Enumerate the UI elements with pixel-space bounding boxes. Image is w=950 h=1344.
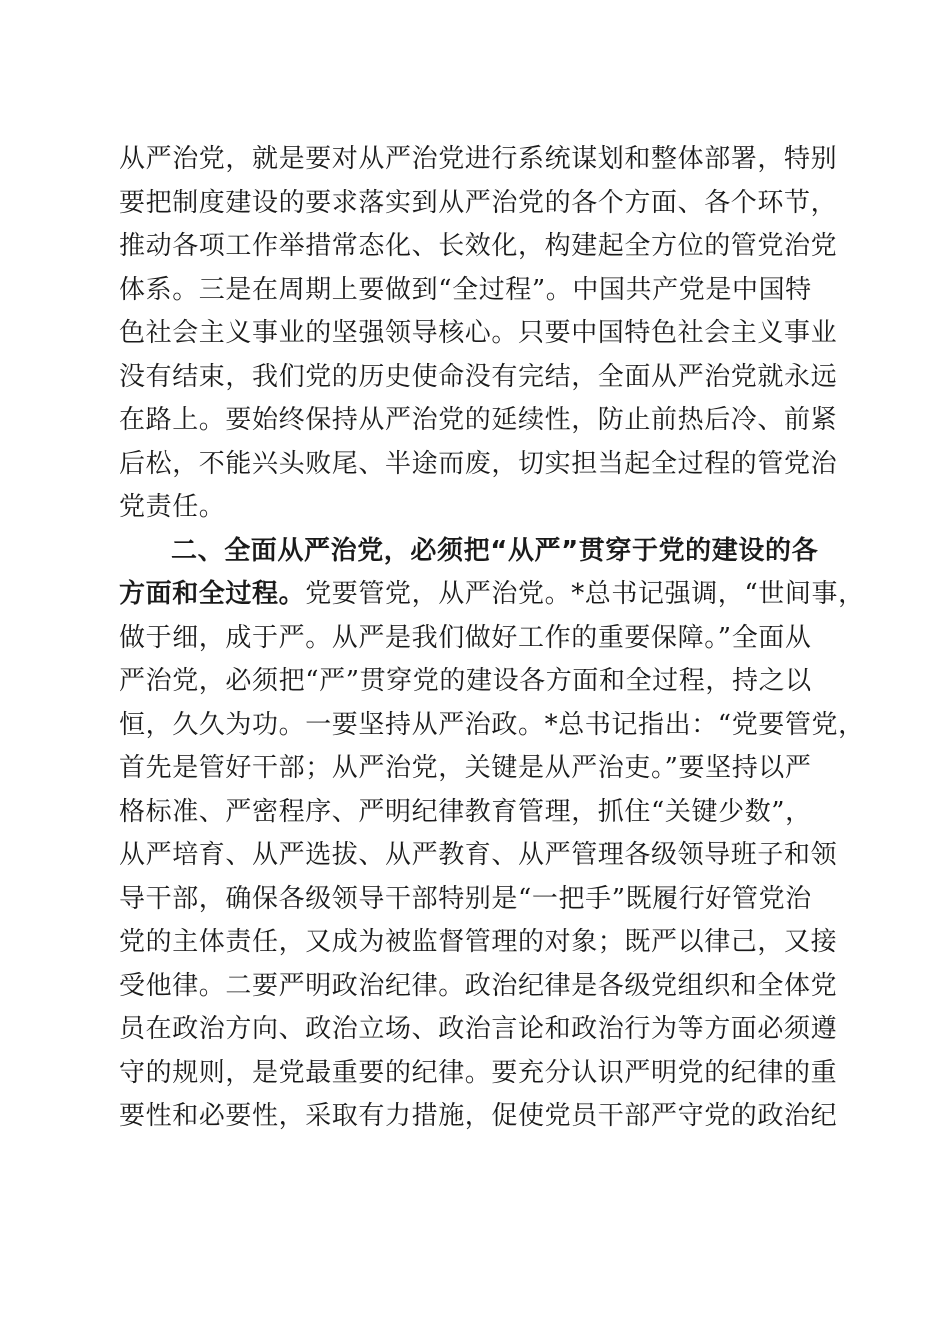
paragraph-line: 格标准、严密程序、严明纪律教育管理，抓住“关键少数”， <box>119 796 812 827</box>
paragraph-line: 做于细，成于严。从严是我们做好工作的重要保障。”全面从 <box>119 622 812 653</box>
paragraph-line: 党责任。 <box>119 492 226 522</box>
paragraph-line: 党的主体责任，又成为被监督管理的对象；既严以律己，又接 <box>119 927 838 957</box>
paragraph-text: 党要管党，从严治党。*总书记强调，“世间事， <box>305 579 865 609</box>
paragraph-line: 要性和必要性，采取有力措施，促使党员干部严守党的政治纪 <box>119 1101 838 1131</box>
paragraph-line: 首先是管好干部；从严治党，关键是从严治吏。”要坚持以严 <box>119 753 812 783</box>
paragraph-line: 没有结束，我们党的历史使命没有完结，全面从严治党就永远 <box>119 361 838 392</box>
paragraph-line: 色社会主义事业的坚强领导核心。只要中国特色社会主义事业 <box>119 318 838 348</box>
paragraph-line: 严治党，必须把“严”贯穿党的建设各方面和全过程，持之以 <box>119 666 812 696</box>
paragraph-line: 体系。三是在周期上要做到“全过程”。中国共产党是中国特 <box>119 274 812 305</box>
paragraph-line: 导干部，确保各级领导干部特别是“一把手”既履行好管党治 <box>119 883 812 914</box>
paragraph-line: 要把制度建设的要求落实到从严治党的各个方面、各个环节， <box>119 187 838 218</box>
paragraph-line: 从严培育、从严选拔、从严教育、从严管理各级领导班子和领 <box>119 840 838 870</box>
paragraph-line: 受他律。二要严明政治纪律。政治纪律是各级党组织和全体党 <box>119 970 838 1001</box>
paragraph-line: 员在政治方向、政治立场、政治言论和政治行为等方面必须遵 <box>119 1014 838 1044</box>
paragraph-line: 守的规则，是党最重要的纪律。要充分认识严明党的纪律的重 <box>119 1057 838 1088</box>
section-heading-continuation <box>119 573 865 617</box>
paragraph-line: 从严治党，就是要对从严治党进行系统谋划和整体部署，特别 <box>119 144 838 174</box>
body-text <box>119 138 865 1139</box>
paragraph-line: 推动各项工作举措常态化、长效化，构建起全方位的管党治党 <box>119 231 838 261</box>
paragraph-line: 在路上。要始终保持从严治党的延续性，防止前热后冷、前紧 <box>119 405 838 435</box>
paragraph-line: 恒，久久为功。一要坚持从严治政。*总书记指出：“党要管党， <box>119 709 865 740</box>
paragraph-line: 后松，不能兴头败尾、半途而废，切实担当起全过程的管党治 <box>119 448 838 479</box>
section-heading: 二、全面从严治党，必须把“从严”贯穿于党的建设的各 <box>171 535 819 566</box>
section-heading-end: 方面和全过程。 <box>119 579 306 609</box>
